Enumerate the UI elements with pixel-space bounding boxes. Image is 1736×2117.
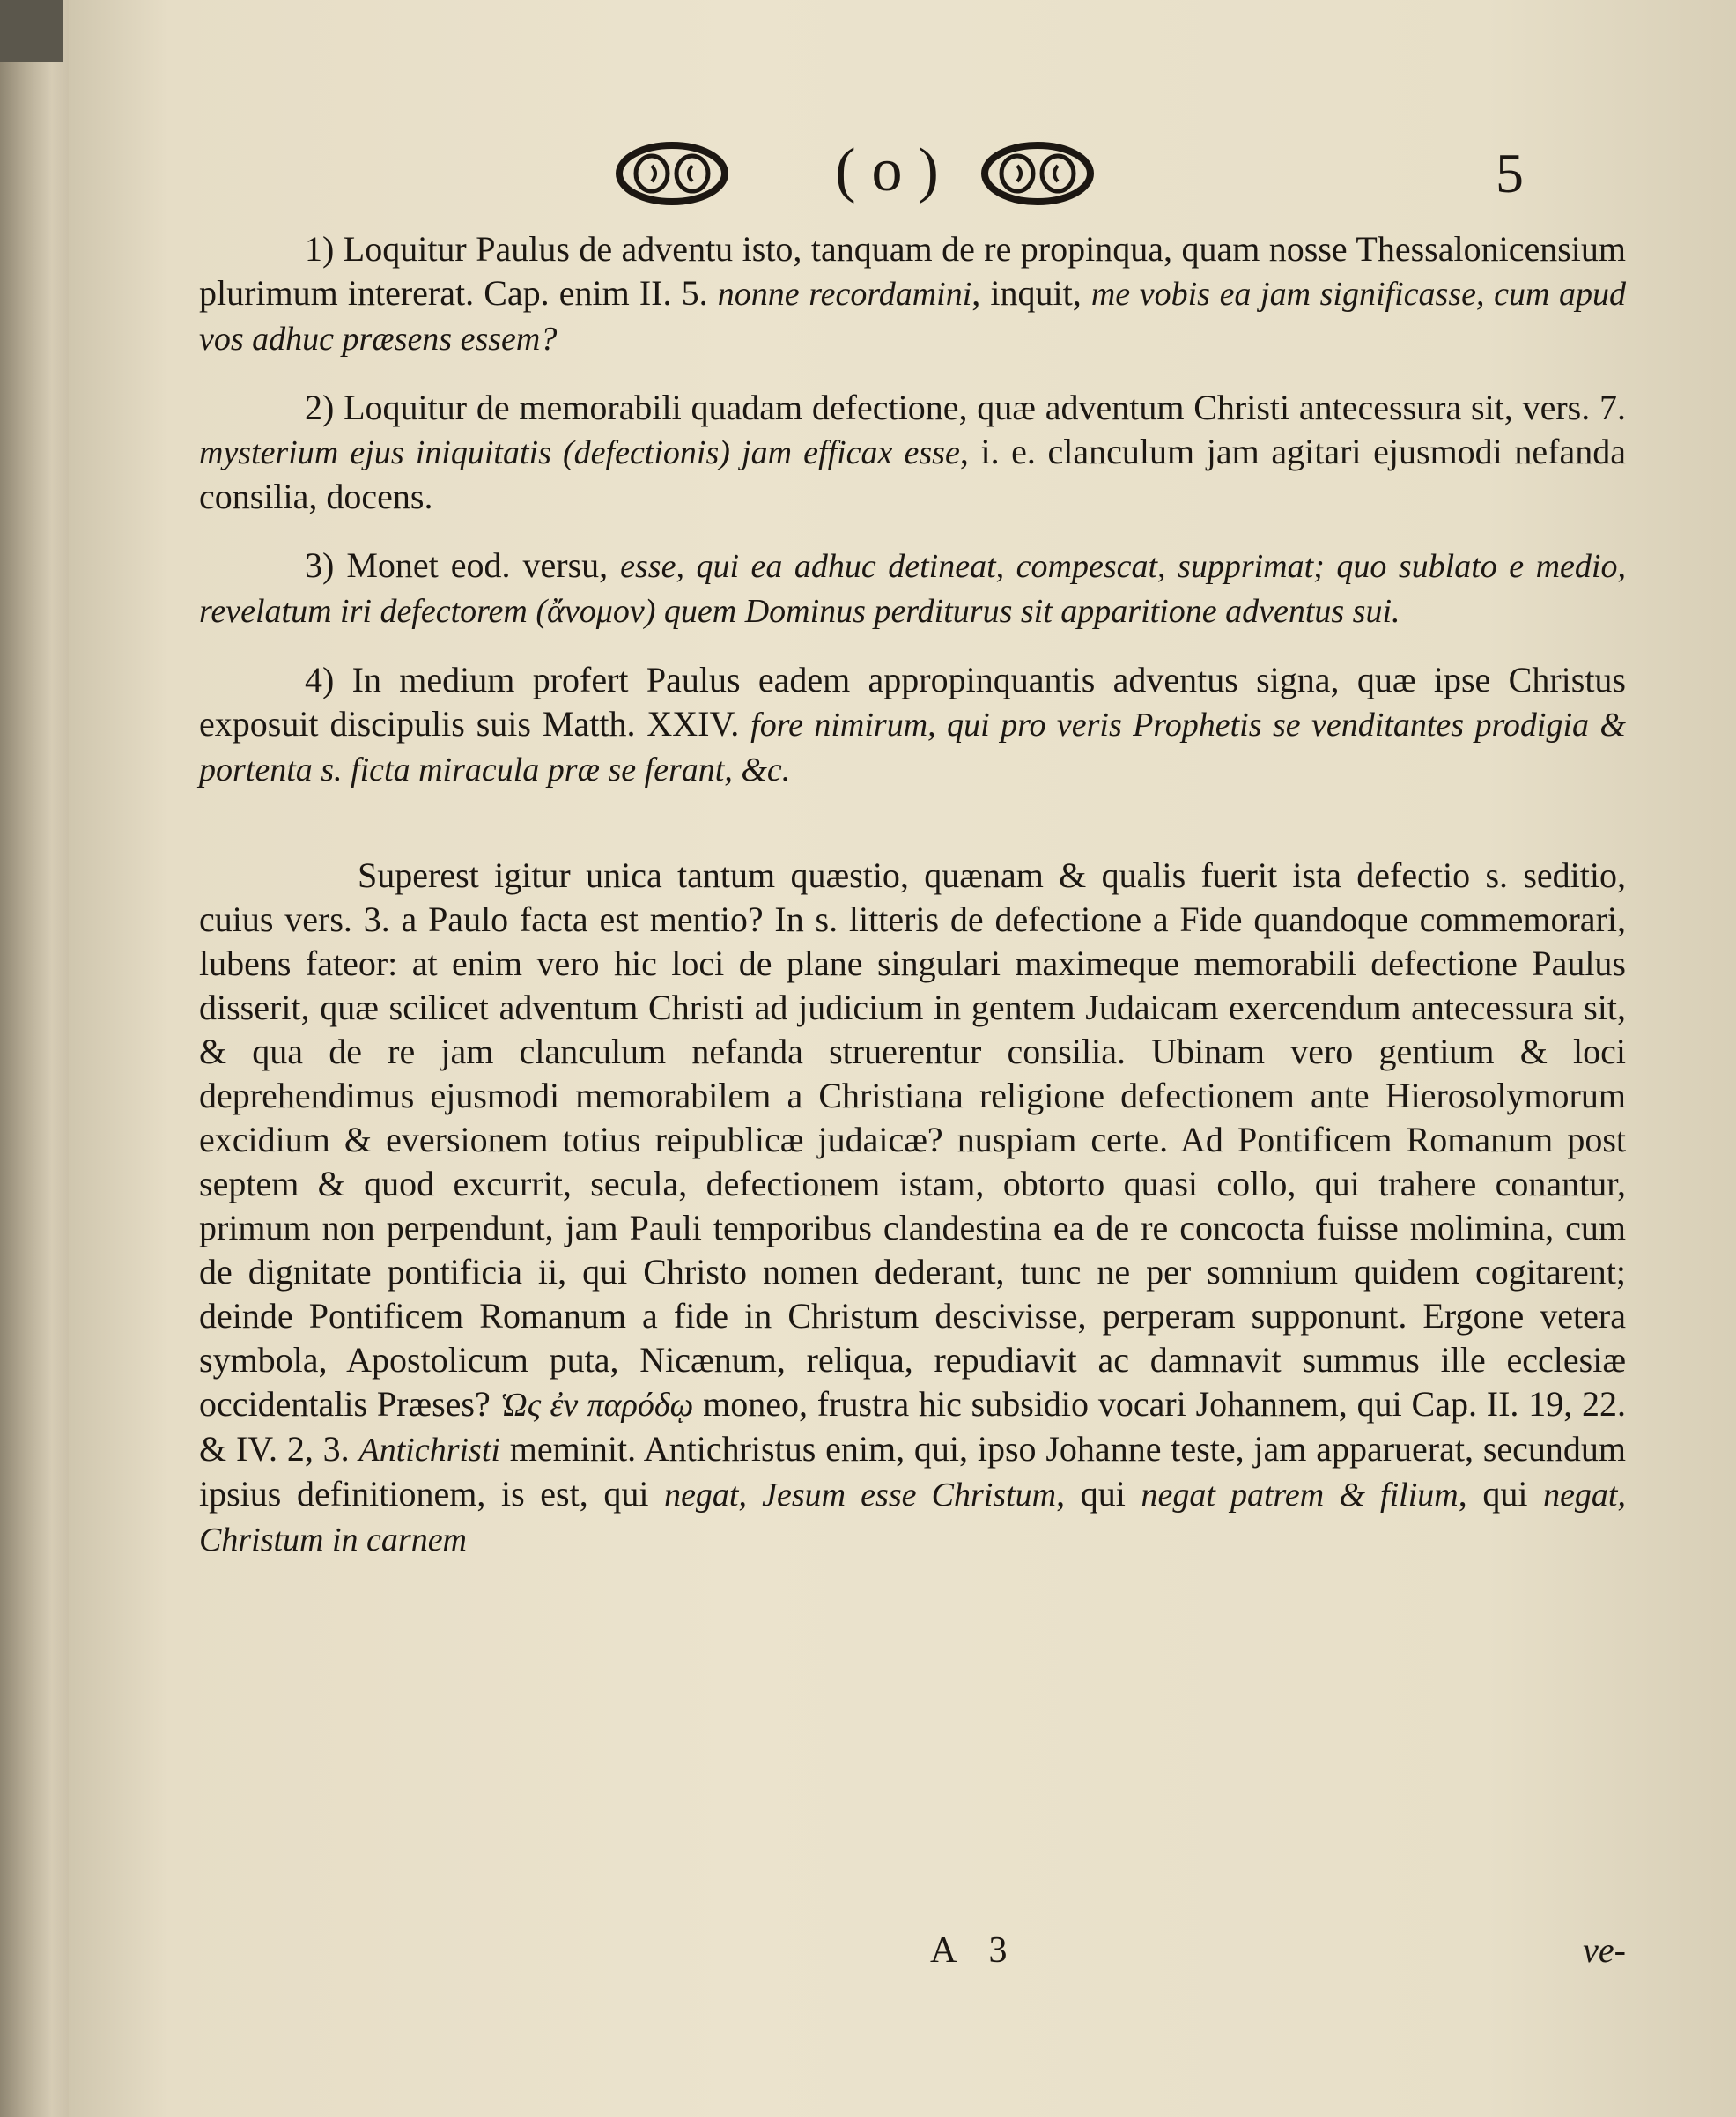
- text-run: , qui: [1056, 1474, 1141, 1514]
- book-page: [69, 0, 1736, 2117]
- numbered-paragraph: [199, 386, 1626, 519]
- page-number: 5: [1496, 142, 1524, 204]
- italic-text: Antichristi: [358, 1432, 500, 1469]
- text-run: Superest igitur unica tantum quæstio, quænam & qualis fuerit ista defectio s. seditio, cuius vers. 3. a Paulo facta est mentio? In s. litteris de defectione a Fide quandoque commemorari, lubens fateor: at enim vero hic loci de plane singulari maximeque memorabili defectione Paulus disserit, quæ scilicet adventum Christi ad judicium in gentem Judaicam exercendum antecessura sit, & qua de re jam clanculum nefanda struerentur consilia. Ubinam vero gentium & loci deprehendimus ejusmodi memorabilem a Christiana religione defectionem ante Hierosolymorum excidium & eversionem totius reipublicæ judaicæ? nuspiam certe. Ad Pontificem Romanum post septem & quod excurrit, secula, defectionem istam, obtorto quasi collo, qui trahere conantur, primum non perpendunt, jam Pauli temporibus clandestina ea de re concocta fuisse molimina, cum de dignitate pontificia ii, qui Christo nomen dederant, tunc ne per somnium quidem cogitarent; deinde Pontificem Romanum a fide in Christum descivisse, perperam supponunt. Ergone vetera symbola, Apostolicum puta, Nicænum, reliqua, repudiavit ac damnavit summus ille ecclesiæ occidentalis Præses?: [199, 855, 1626, 1424]
- spine-edge: [0, 0, 63, 62]
- book-spine: [0, 0, 74, 2117]
- text-run: , i. e. clanculum jam agitari ejusmodi nefanda consilia, docens.: [199, 432, 1626, 516]
- body-text: [199, 227, 1626, 1562]
- text-run: meminit. Antichristus enim, qui, ipso Johanne teste, jam apparuerat, secundum ipsius definitionem, is est, qui: [199, 1429, 1627, 1514]
- italic-text: negat, Christum in carnem: [199, 1477, 1626, 1558]
- catchword: ve-: [1583, 1930, 1626, 1970]
- ornament-icon: [615, 139, 729, 208]
- text-run: moneo, frustra hic subsidio vocari Johannem, qui Cap. II. 19, 22. & IV. 2, 3.: [199, 1384, 1627, 1469]
- page-header: [69, 132, 1736, 220]
- ornament-icon: [980, 139, 1095, 208]
- text-run: , inquit,: [971, 273, 1091, 313]
- text-run: 2) Loquitur de memorabili quadam defectione, quæ adventum Christi antecessura sit, vers. 7.: [305, 388, 1626, 427]
- text-run: 1) Loquitur Paulus de adventu isto, tanquam de re propinqua, quam nosse Thessalonicensium plurimum intererat. Cap. enim II. 5.: [199, 229, 1626, 313]
- italic-text: esse, qui ea adhuc detineat, compescat, supprimat; quo sublato e medio, revelatum iri defectorem (ἄνομον) quem Dominus perditurus sit apparitione adventus sui.: [199, 548, 1626, 630]
- numbered-paragraph: [199, 658, 1626, 792]
- text-run: 3) Monet eod. versu,: [305, 545, 621, 585]
- italic-text: mysterium ejus iniquitatis (defectionis) jam efficax esse: [199, 434, 960, 471]
- italic-text: negat, Jesum esse Christum: [664, 1477, 1057, 1514]
- page-footer: [199, 1929, 1626, 1982]
- italic-text: me vobis ea jam significasse, cum apud vos adhuc præsens essem?: [199, 276, 1627, 358]
- numbered-paragraph: [199, 544, 1626, 633]
- main-paragraph: [199, 854, 1626, 1562]
- text-run: , qui: [1458, 1474, 1544, 1514]
- italic-text: Ὡς ἐν παρόδῳ: [499, 1387, 694, 1424]
- signature-mark: A 3: [930, 1930, 1020, 1971]
- italic-text: nonne recordamini: [717, 276, 972, 313]
- italic-text: fore nimirum, qui pro veris Prophetis se venditantes prodigia & portenta s. ficta miracula præ se ferant, &c.: [199, 707, 1626, 788]
- italic-text: negat patrem & filium: [1141, 1477, 1459, 1514]
- numbered-paragraph: [199, 227, 1626, 361]
- header-signature: (o): [835, 137, 955, 204]
- text-run: 4) In medium profert Paulus eadem appropinquantis adventus signa, quæ ipse Christus exposuit discipulis suis Matth. XXIV.: [199, 660, 1626, 744]
